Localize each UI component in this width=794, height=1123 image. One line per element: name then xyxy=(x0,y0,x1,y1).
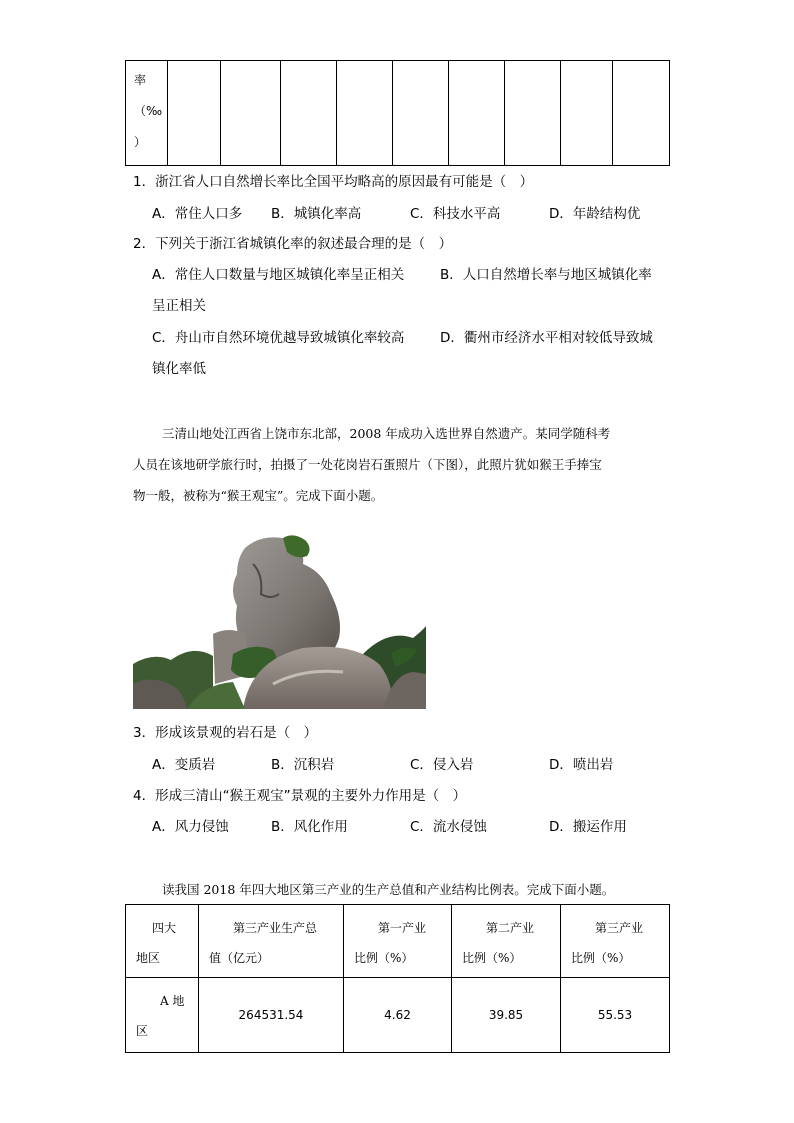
q2-option-c: C．舟山市自然环境优越导致城镇化率较高 xyxy=(152,330,405,346)
region-line: A 地 xyxy=(160,994,185,1008)
passage-line: 人员在该地研学旅行时，拍摄了一处花岗岩石蛋照片（下图），此照片犹如猴王手捧宝 xyxy=(133,457,602,472)
table-cell xyxy=(221,61,281,166)
q1-option-a: A．常住人口多 xyxy=(152,206,243,222)
region-cell xyxy=(126,978,199,1053)
row-label-line: （‰ xyxy=(134,104,163,118)
header-secondary xyxy=(452,905,561,978)
q2-option-a: A．常住人口数量与地区城镇化率呈正相关 xyxy=(152,267,405,283)
table-cell xyxy=(337,61,393,166)
header-line: 第二产业 xyxy=(486,921,535,935)
header-line: 比例（%） xyxy=(571,951,631,965)
question-4-stem: 4．形成三清山“猴王观宝”景观的主要外力作用是（ ） xyxy=(133,788,467,804)
q4-option-b: B．风化作用 xyxy=(271,819,348,835)
question-3-stem: 3．形成该景观的岩石是（ ） xyxy=(133,725,318,741)
region-line: 区 xyxy=(136,1024,149,1038)
row-label-line: 率 xyxy=(134,73,147,87)
header-line: 比例（%） xyxy=(462,951,522,965)
passage-line: 物一般，被称为“猴王观宝”。完成下面小题。 xyxy=(133,488,384,503)
primary-ratio-value: 4.62 xyxy=(344,978,452,1053)
header-line: 第一产业 xyxy=(378,921,427,935)
tertiary-industry-table xyxy=(125,904,670,1053)
q3-option-d: D．喷出岩 xyxy=(549,757,614,773)
passage-line: 三清山地处江西省上饶市东北部，2008 年成功入选世界自然遗产。某同学随科考 xyxy=(162,426,611,441)
header-gdp xyxy=(199,905,344,978)
header-line: 值（亿元） xyxy=(209,951,270,965)
header-primary xyxy=(344,905,452,978)
gdp-value: 264531.54 xyxy=(199,978,344,1053)
q2-option-d: D．衢州市经济水平相对较低导致城 xyxy=(440,330,653,346)
table-cell xyxy=(449,61,505,166)
q4-option-d: D．搬运作用 xyxy=(549,819,627,835)
population-table xyxy=(125,60,670,166)
table-intro: 读我国 2018 年四大地区第三产业的生产总值和产业结构比例表。完成下面小题。 xyxy=(162,882,615,897)
header-line: 四大 xyxy=(152,921,177,935)
table-cell xyxy=(561,61,613,166)
header-tertiary xyxy=(561,905,670,978)
question-1-stem: 1．浙江省人口自然增长率比全国平均略高的原因最有可能是（ ） xyxy=(133,174,534,190)
secondary-ratio-value: 39.85 xyxy=(452,978,561,1053)
table-cell xyxy=(393,61,449,166)
header-region xyxy=(126,905,199,978)
table-cell xyxy=(505,61,561,166)
table-cell xyxy=(281,61,337,166)
tertiary-ratio-value: 55.53 xyxy=(561,978,670,1053)
q3-option-c: C．侵入岩 xyxy=(410,757,474,773)
row-label-cell xyxy=(126,61,168,166)
q1-option-b: B．城镇化率高 xyxy=(271,206,362,222)
q2-option-b-cont: 呈正相关 xyxy=(152,298,206,314)
header-line: 地区 xyxy=(136,951,161,965)
q4-option-a: A．风力侵蚀 xyxy=(152,819,229,835)
q1-option-d: D．年龄结构优 xyxy=(549,206,641,222)
row-label-line: ） xyxy=(134,135,147,149)
q1-option-c: C．科技水平高 xyxy=(410,206,501,222)
table-cell xyxy=(168,61,221,166)
header-line: 第三产业 xyxy=(595,921,644,935)
q2-option-b: B．人口自然增长率与地区城镇化率 xyxy=(440,267,652,283)
granite-rock-photo xyxy=(133,534,426,709)
table-cell xyxy=(613,61,670,166)
question-2-stem: 2．下列关于浙江省城镇化率的叙述最合理的是（ ） xyxy=(133,236,453,252)
header-line: 比例（%） xyxy=(354,951,414,965)
q4-option-c: C．流水侵蚀 xyxy=(410,819,487,835)
q2-option-d-cont: 镇化率低 xyxy=(152,361,206,377)
q3-option-a: A．变质岩 xyxy=(152,757,216,773)
header-line: 第三产业生产总 xyxy=(233,921,318,935)
q3-option-b: B．沉积岩 xyxy=(271,757,335,773)
